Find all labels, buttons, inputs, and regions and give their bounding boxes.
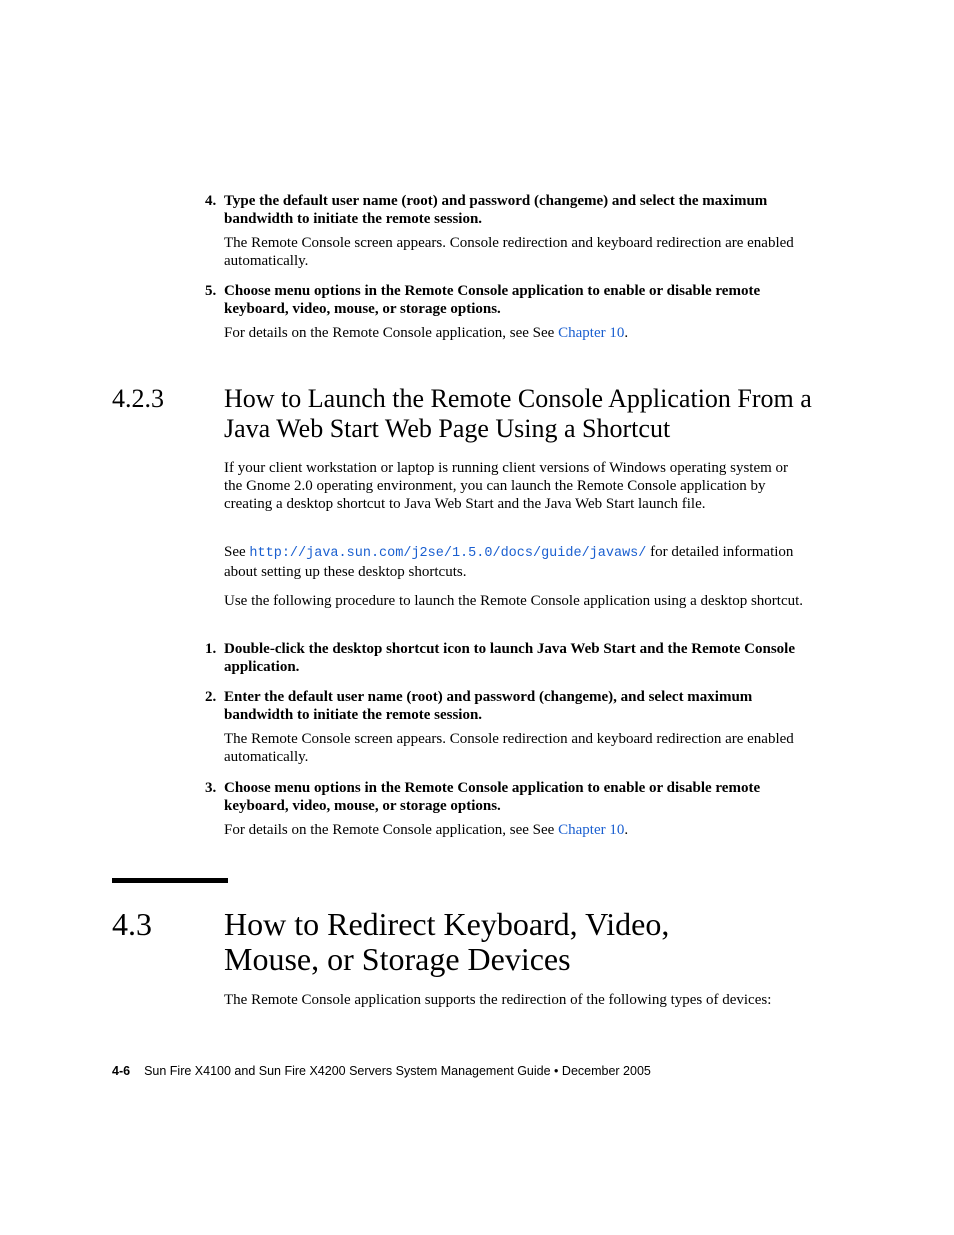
section-divider xyxy=(112,878,228,883)
section-number-4-3: 4.3 xyxy=(112,906,152,942)
step-number: 3. xyxy=(205,780,217,796)
body-suffix: . xyxy=(624,325,629,341)
section-4-3-intro: The Remote Console application supports the redirection of the following types of devices: xyxy=(224,992,772,1008)
page-number: 4-6 xyxy=(112,1064,131,1078)
step-text: Choose menu options in the Remote Console application to enable or disable remote keyboard, video, mouse, or storage options. xyxy=(224,780,761,814)
step-text: Type the default user name (root) and password (changeme) and select the maximum bandwidth to initiate the remote session. xyxy=(224,193,768,227)
step-text: Double-click the desktop shortcut icon to launch Java Web Start and the Remote Console application. xyxy=(224,641,795,675)
see-paragraph xyxy=(224,543,804,581)
step-2-body: The Remote Console screen appears. Console redirection and keyboard redirection are enabled automatically. xyxy=(224,731,794,765)
chapter-10-link[interactable]: Chapter 10 xyxy=(558,325,625,341)
step-number: 4. xyxy=(205,193,217,209)
title-line-2: Mouse, or Storage Devices xyxy=(224,941,571,977)
step-3-body xyxy=(224,821,804,839)
chapter-10-link[interactable]: Chapter 10 xyxy=(558,822,625,838)
page-footer xyxy=(112,1063,651,1079)
step-text: Choose menu options in the Remote Console application to enable or disable remote keyboard, video, mouse, or storage options. xyxy=(224,283,761,317)
body-text: For details on the Remote Console application, see See xyxy=(224,325,559,341)
body-text: For details on the Remote Console application, see See xyxy=(224,822,559,838)
javaws-url-link[interactable]: http://java.sun.com/j2se/1.5.0/docs/guide/javaws/ xyxy=(249,546,647,561)
section-title-4-3 xyxy=(224,907,824,977)
section-title-4-2-3: How to Launch the Remote Console Application From a Java Web Start Web Page Using a Shortcut xyxy=(224,384,812,443)
see-prefix: See xyxy=(224,544,250,560)
step-number: 1. xyxy=(205,641,217,657)
footer-date: December 2005 xyxy=(561,1064,651,1078)
procedure-intro: Use the following procedure to launch the Remote Console application using a desktop shortcut. xyxy=(224,593,804,609)
step-number: 5. xyxy=(205,283,217,299)
step-4-body: The Remote Console screen appears. Console redirection and keyboard redirection are enabled automatically. xyxy=(224,235,794,269)
footer-title: Sun Fire X4100 and Sun Fire X4200 Servers System Management Guide xyxy=(144,1064,551,1078)
see-suffix: for detailed information about setting up these desktop shortcuts. xyxy=(224,544,794,580)
title-line-1: How to Redirect Keyboard, Video, xyxy=(224,906,670,942)
body-suffix: . xyxy=(624,822,629,838)
step-5-body xyxy=(224,324,804,342)
step-number: 2. xyxy=(205,689,217,705)
footer-bullet: • xyxy=(554,1064,559,1078)
section-intro: If your client workstation or laptop is running client versions of Windows operating system or the Gnome 2.0 operating environment, you can launch the Remote Console application by creating a desktop shortcut to Java Web Start and the Java Web Start launch file. xyxy=(224,460,789,512)
step-text: Enter the default user name (root) and password (changeme), and select maximum bandwidth to initiate the remote session. xyxy=(224,689,753,723)
section-number-4-2-3: 4.2.3 xyxy=(112,384,164,413)
